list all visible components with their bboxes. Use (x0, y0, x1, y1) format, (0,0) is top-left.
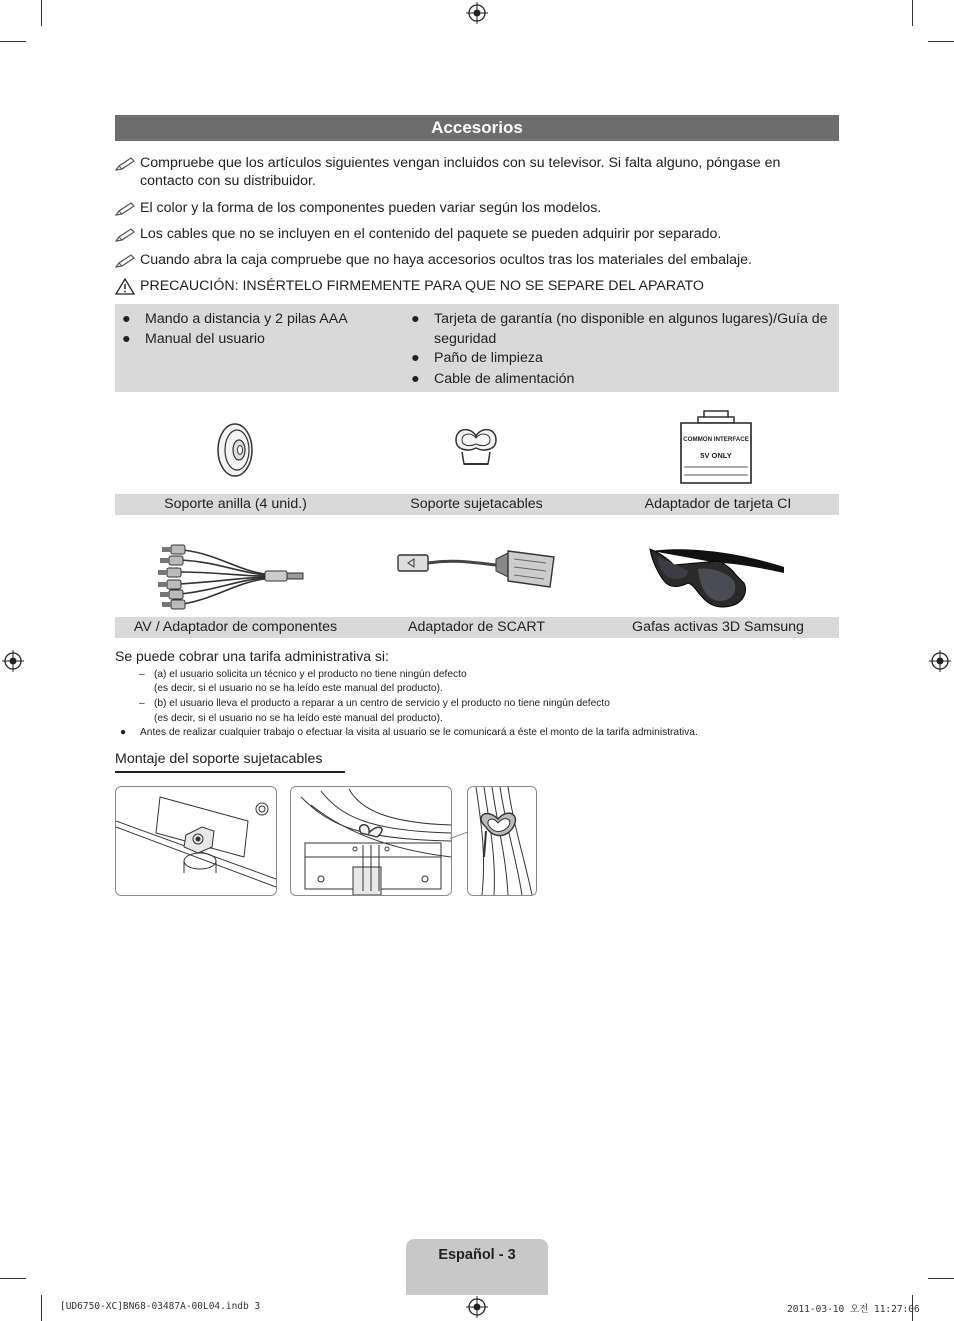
fee-intro: Se puede cobrar una tarifa administrativa si: (115, 648, 389, 664)
pencil-note-icon (115, 227, 137, 243)
assembly-diagram-detail (467, 786, 537, 896)
fee-item-line: (es decir, si el usuario no se ha leído este manual del producto). (154, 713, 443, 724)
accessory-label: Adaptador de tarjeta CI (644, 496, 792, 512)
note-text: Compruebe que los artículos siguientes vengan incluidos con su televisor. Si falta alguno, póngase en contacto con su distribuidor. (140, 155, 781, 189)
ci-card-text-line1: COMMON INTERFACE (683, 436, 749, 443)
crop-mark (912, 0, 913, 26)
3d-glasses-image (648, 545, 786, 611)
registration-mark-icon (466, 1296, 488, 1318)
footer-date: 2011-03-10 오전 11:27:06 (787, 1304, 920, 1315)
list-item: ● Tarjeta de garantía (no disponible en algunos lugares)/Guía de seguridad (411, 311, 828, 347)
included-items-box (115, 304, 839, 392)
crop-mark (41, 1295, 42, 1321)
av-component-adapter-image (157, 540, 307, 612)
crop-mark (0, 1278, 26, 1279)
crop-mark (928, 41, 954, 42)
crop-mark (928, 1278, 954, 1279)
accessory-labels-row (115, 494, 839, 515)
accessory-label: Soporte anilla (4 unid.) (164, 496, 307, 512)
note-item (115, 199, 835, 217)
assembly-diagram-step1 (115, 786, 277, 896)
fee-item-line: (a) el usuario solicita un técnico y el producto no tiene ningún defecto (154, 669, 467, 680)
fee-dash: – (139, 698, 145, 709)
crop-mark (41, 0, 42, 26)
note-item (115, 225, 835, 243)
holder-ring-image (212, 421, 258, 479)
cable-holder-image (450, 424, 502, 470)
fee-bullet-note: Antes de realizar cualquier trabajo o efectuar la visita al usuario se le comunicará a éste el monto de la tarifa administrativa. (140, 727, 698, 738)
fee-bullet: ● (120, 727, 127, 738)
accessory-label: AV / Adaptador de componentes (133, 619, 338, 635)
caution-text: PRECAUCIÓN: INSÉRTELO FIRMEMENTE PARA QUE NO SE SEPARE DEL APARATO (140, 278, 704, 294)
assembly-heading: Montaje del soporte sujetacables (115, 751, 322, 767)
heading-underline (115, 771, 345, 773)
section-title: Accesorios (115, 115, 839, 141)
accessory-label: Gafas activas 3D Samsung (632, 619, 804, 635)
fee-item-line: (b) el usuario lleva el producto a reparar a un centro de servicio y el producto no tiene ningún defecto (154, 698, 610, 709)
pencil-note-icon (115, 253, 137, 269)
warning-triangle-icon (115, 278, 135, 295)
fee-dash: – (139, 669, 145, 680)
note-item (115, 251, 835, 269)
footer-file-name: [UD6750-XC]BN68-03487A-00L04.indb 3 (60, 1301, 261, 1312)
accessory-labels-row (115, 617, 839, 638)
crop-mark (0, 41, 26, 42)
list-item: ● Manual del usuario (122, 331, 265, 347)
note-text: Cuando abra la caja compruebe que no haya accesorios ocultos tras los materiales del embalaje. (140, 252, 752, 268)
ci-card-text-line2: 5V ONLY (700, 451, 732, 460)
registration-mark-icon (2, 650, 24, 672)
accessory-label: Adaptador de SCART (408, 619, 545, 635)
assembly-diagram-step2 (290, 786, 452, 896)
accessory-label: Soporte sujetacables (410, 496, 543, 512)
note-text: Los cables que no se incluyen en el contenido del paquete se pueden adquirir por separado. (140, 226, 722, 242)
list-item: ● Cable de alimentación (411, 371, 575, 387)
note-item (115, 154, 835, 190)
fee-item-line: (es decir, si el usuario no se ha leído este manual del producto). (154, 683, 443, 694)
ci-card-adapter-image (678, 409, 754, 485)
note-text: El color y la forma de los componentes pueden variar según los modelos. (140, 200, 602, 216)
registration-mark-icon (929, 650, 951, 672)
scart-adapter-image (396, 545, 556, 593)
page-number-tab (406, 1239, 548, 1295)
list-item: ● Paño de limpieza (411, 350, 543, 366)
page-number: Español - 3 (438, 1247, 516, 1263)
list-item: ● Mando a distancia y 2 pilas AAA (122, 311, 348, 327)
pencil-note-icon (115, 201, 137, 217)
registration-mark-icon (466, 2, 488, 24)
pencil-note-icon (115, 156, 137, 172)
